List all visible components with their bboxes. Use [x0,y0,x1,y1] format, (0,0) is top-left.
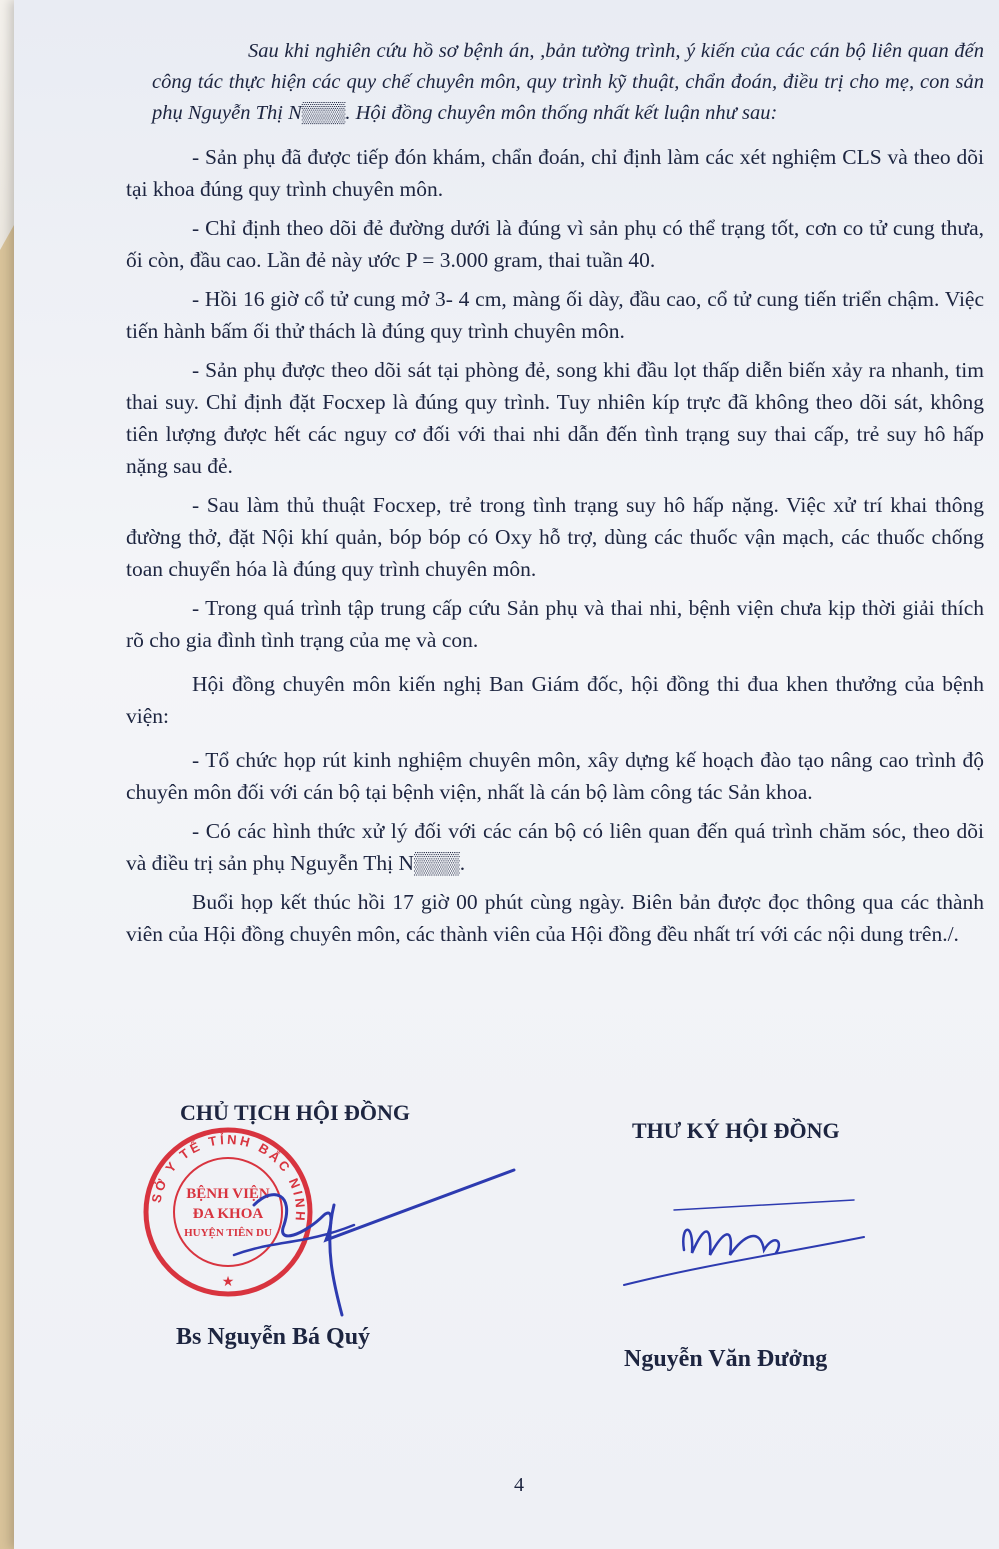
finding-4: - Sản phụ được theo dõi sát tại phòng đẻ, song khi đầu lọt thấp diễn biến xảy ra nhanh, tim thai suy. Chỉ định đặt Focxep là đúng quy trình. Tuy nhiên kíp trực đã không theo dõi sát, không tiên lượng được hết các nguy cơ đối với thai nhi dẫn đến tình trạng suy thai cấp, trẻ suy hô hấp nặng sau đẻ. [126,358,984,478]
recommendation-2: - Có các hình thức xử lý đối với các cán bộ có liên quan đến quá trình chăm sóc, theo dõi và điều trị sản phụ Nguyễn Thị N▒▒▒. [126,819,984,875]
svg-text:BỆNH VIỆN: BỆNH VIỆN [186,1186,270,1202]
svg-text:ĐA KHOA: ĐA KHOA [192,1206,264,1222]
finding-6: - Trong quá trình tập trung cấp cứu Sản phụ và thai nhi, bệnh viện chưa kịp thời giải thích rõ cho gia đình tình trạng của mẹ và con. [126,596,984,652]
svg-text:HUYỆN TIÊN DU: HUYỆN TIÊN DU [184,1227,272,1239]
document-body [126,18,984,950]
finding-2: - Chỉ định theo dõi đẻ đường dưới là đúng vì sản phụ có thể trạng tốt, cơn co tử cung thưa, ối còn, đầu cao. Lần đẻ này ước P = 3.000 gram, thai tuần 40. [126,216,984,272]
finding-5: - Sau làm thủ thuật Focxep, trẻ trong tình trạng suy hô hấp nặng. Việc xử trí khai thông đường thở, đặt Nội khí quản, bóp bóp có Oxy hỗ trợ, dùng các thuốc vận mạch, các thuốc chống toan chuyển hóa là đúng quy trình chuyên môn. [126,493,984,581]
chair-name: Bs Nguyễn Bá Quý [176,1324,371,1350]
intro-paragraph: Sau khi nghiên cứu hồ sơ bệnh án, ,bản tường trình, ý kiến của các cán bộ liên quan đến công tác thực hiện các quy chế chuyên môn, quy trình kỹ thuật, chẩn đoán, điều trị cho mẹ, con sản phụ Nguyễn Thị N▒▒▒. Hội đồng chuyên môn thống nhất kết luận như sau: [152,40,984,124]
chair-title: CHỦ TỊCH HỘI ĐỒNG [180,1100,411,1125]
svg-text:★: ★ [221,1275,235,1290]
secretary-title: THƯ KÝ HỘI ĐỒNG [632,1118,840,1143]
svg-text:SỞ Y TẾ TỈNH BẮC NINH: SỞ Y TẾ TỈNH BẮC NINH [148,1131,309,1225]
page-number: 4 [514,1474,524,1496]
secretary-signature [614,1195,874,1295]
finding-3: - Hồi 16 giờ cổ tử cung mở 3- 4 cm, màng ối dày, đầu cao, cổ tử cung tiến triển chậm. Việc tiến hành bấm ối thử thách là đúng quy trình chuyên môn. [126,287,984,343]
finding-1: - Sản phụ đã được tiếp đón khám, chẩn đoán, chỉ định làm các xét nghiệm CLS và theo dõi tại khoa đúng quy trình chuyên môn. [126,145,984,201]
closing-paragraph: Buổi họp kết thúc hồi 17 giờ 00 phút cùng ngày. Biên bản được đọc thông qua các thành viên của Hội đồng chuyên môn, các thành viên của Hội đồng đều nhất trí với các nội dung trên./. [126,890,984,946]
document-page [14,0,999,1549]
chair-signature [214,1145,544,1325]
secretary-name: Nguyễn Văn Đưởng [624,1346,828,1372]
recommend-intro: Hội đồng chuyên môn kiến nghị Ban Giám đốc, hội đồng thi đua khen thưởng của bệnh viện: [126,672,984,728]
recommendation-1: - Tổ chức họp rút kinh nghiệm chuyên môn, xây dựng kế hoạch đào tạo nâng cao trình độ chuyên môn đối với cán bộ tại bệnh viện, nhất là cán bộ làm công tác Sản khoa. [126,748,984,804]
